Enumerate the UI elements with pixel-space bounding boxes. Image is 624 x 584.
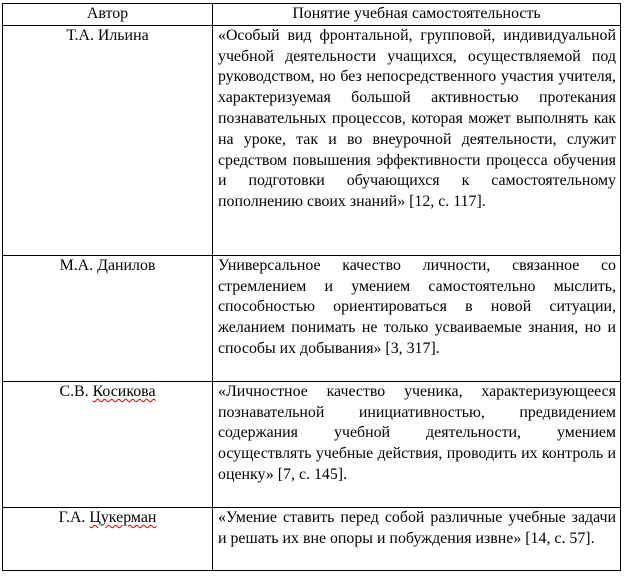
definition-cell: «Особый вид фронтальной, групповой, индивидуальной учебной деятельности учащихся, осуществляемой под руководством, но без непосредственного участия учителя, характеризуемая большой активностью протекания познавательных процессов, которая может выполнять как на уроке, так и во внеурочной деятельности, служит средством повышения эффективности процесса обучения и подготовки обучающихся к самостоятельному пополнению своих знаний» [12, с. 117]. [213, 25, 621, 255]
authors-definitions-table [2, 3, 621, 571]
definition-cell: «Личностное качество ученика, характеризующееся познавательной инициативностью, предвидением содержания учебной деятельности, умением осуществлять учебные действия, проводить их контроль и оценку» [7, с. 145]. [213, 381, 621, 507]
author-surname-spellcheck-flagged: Цукерман [89, 508, 157, 526]
author-surname-spellcheck-flagged: Косикова [92, 382, 156, 400]
author-initials: С.В. [59, 382, 89, 400]
author-cell [3, 25, 213, 255]
table-row [3, 507, 621, 570]
definition-cell: Универсальное качество личности, связанное со стремлением и умением самостоятельно мыслить, способностью ориентироваться в новой ситуации, желанием понимать не только усваиваемые знания, но и способы их добывания» [3, 317]. [213, 255, 621, 381]
author-cell [3, 381, 213, 507]
author-initials: Г.А. [58, 508, 86, 526]
author-initials: Т.А. [66, 26, 94, 44]
definition-cell: «Умение ставить перед собой различные учебные задачи и решать их вне опоры и побуждения извне» [14, с. 57]. [213, 507, 621, 570]
author-cell [3, 255, 213, 381]
author-surname: Данилов [97, 256, 156, 274]
header-definition: Понятие учебная самостоятельность [213, 4, 621, 26]
author-initials: М.А. [59, 256, 94, 274]
table-row [3, 255, 621, 381]
table-row [3, 25, 621, 255]
header-author: Автор [3, 4, 213, 26]
table-header-row [3, 4, 621, 26]
author-cell [3, 507, 213, 570]
table-row [3, 381, 621, 507]
author-surname: Ильина [97, 26, 149, 44]
